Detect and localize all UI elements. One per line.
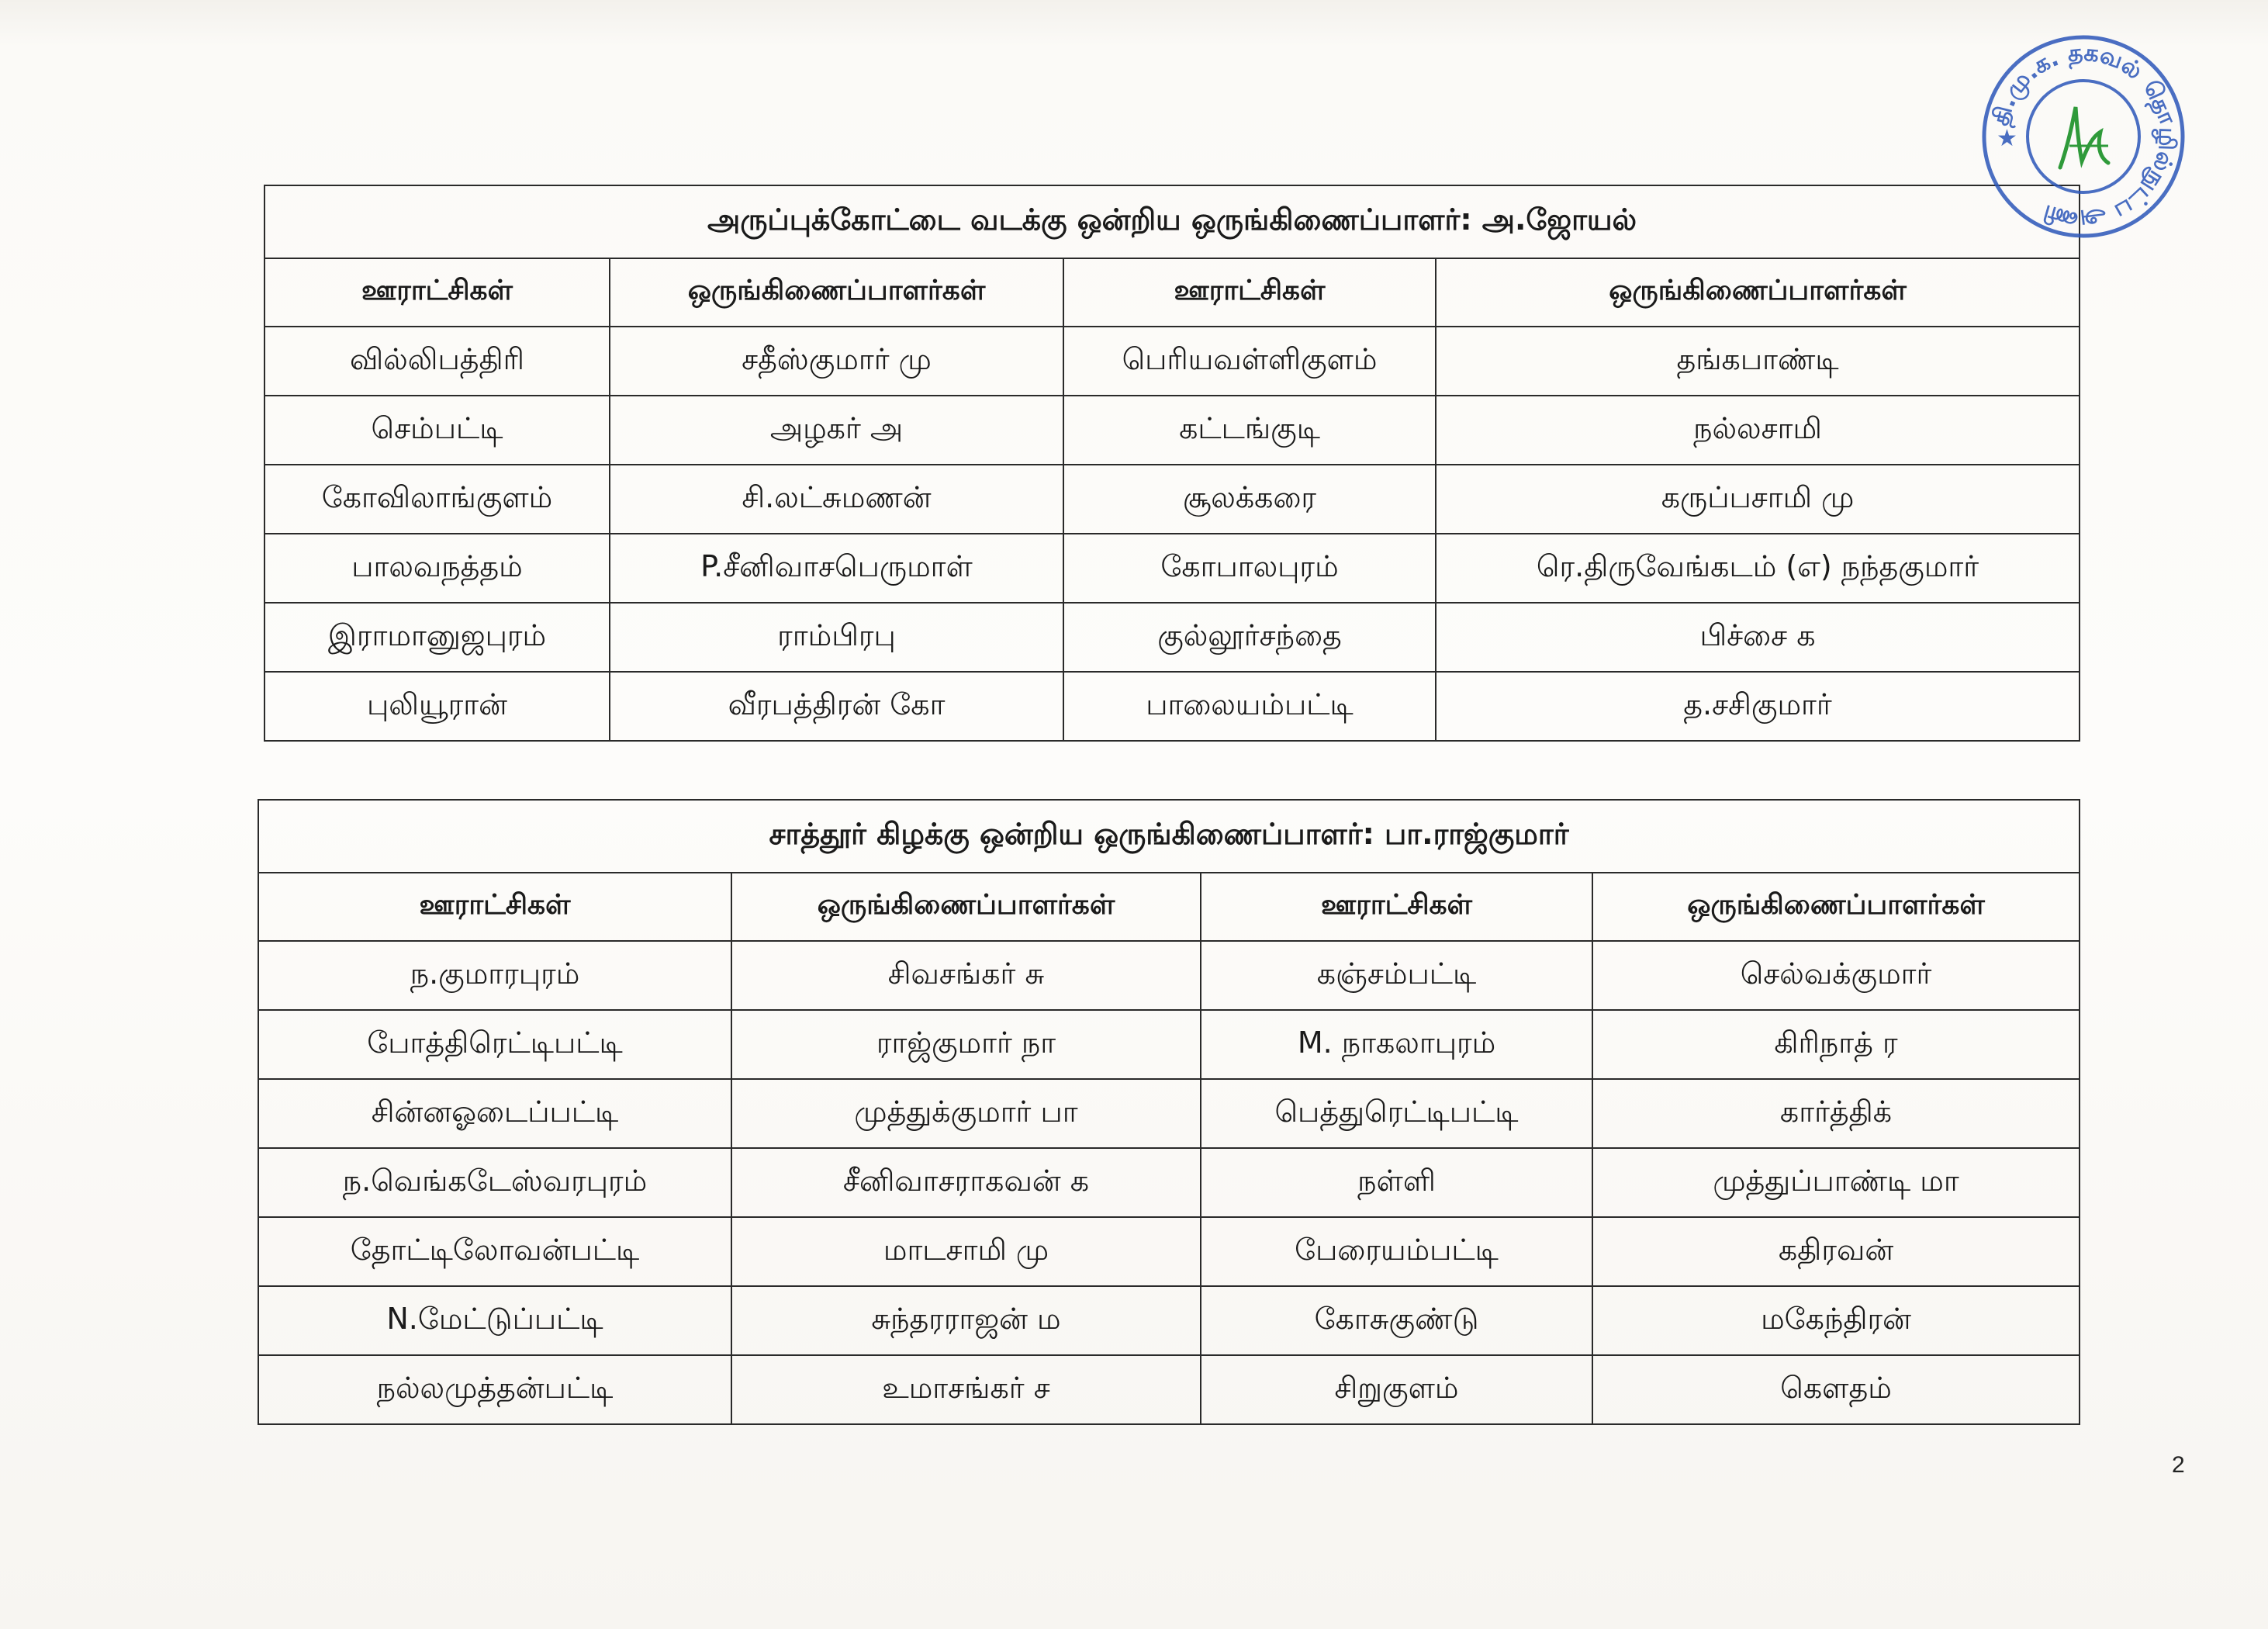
table-row: [258, 941, 2080, 1010]
column-header-panchayats: ஊராட்சிகள்: [258, 873, 731, 941]
column-header-panchayats: ஊராட்சிகள்: [1201, 873, 1592, 941]
panchayat-cell: ந.வெங்கடேஸ்வரபுரம்: [258, 1148, 731, 1217]
coordinator-cell: அழகர் அ: [610, 396, 1063, 465]
coordinator-cell: பிச்சை க: [1436, 603, 2080, 672]
table-row: [264, 534, 2080, 603]
panchayat-cell: இராமானுஜபுரம்: [264, 603, 610, 672]
column-header-panchayats: ஊராட்சிகள்: [1063, 258, 1436, 327]
seal-text: தி.மு.க. தகவல் தொழில்நுட்ப அணி: [1986, 39, 2182, 235]
panchayat-cell: கஞ்சம்பட்டி: [1201, 941, 1592, 1010]
panchayat-cell: பெத்துரெட்டிபட்டி: [1201, 1079, 1592, 1148]
coordinator-cell: செல்வக்குமார்: [1592, 941, 2080, 1010]
table-row: [264, 465, 2080, 534]
table-row: [264, 396, 2080, 465]
union-table-sattur-east: [258, 799, 2080, 1425]
coordinator-cell: தங்கபாண்டி: [1436, 327, 2080, 396]
coordinator-cell: P.சீனிவாசபெருமாள்: [610, 534, 1063, 603]
coordinator-cell: த.சசிகுமார்: [1436, 672, 2080, 741]
coordinator-cell: ரெ.திருவேங்கடம் (எ) நந்தகுமார்: [1436, 534, 2080, 603]
coordinator-cell: மகேந்திரன்: [1592, 1286, 2080, 1355]
table-row: [258, 1355, 2080, 1424]
svg-text:★: ★: [1997, 125, 2017, 152]
panchayat-cell: பேரையம்பட்டி: [1201, 1217, 1592, 1286]
panchayat-cell: சிறுகுளம்: [1201, 1355, 1592, 1424]
panchayat-cell: M. நாகலாபுரம்: [1201, 1010, 1592, 1079]
panchayat-cell: நள்ளி: [1201, 1148, 1592, 1217]
coordinator-cell: சிவசங்கர் சு: [731, 941, 1201, 1010]
coordinator-cell: உமாசங்கர் ச: [731, 1355, 1201, 1424]
table-row: [258, 1148, 2080, 1217]
table-row: [258, 1217, 2080, 1286]
union-table-aruppukottai-north: [264, 185, 2080, 742]
coordinator-cell: கிரிநாத் ர: [1592, 1010, 2080, 1079]
coordinator-cell: ராஜ்குமார் நா: [731, 1010, 1201, 1079]
coordinator-cell: சி.லட்சுமணன்: [610, 465, 1063, 534]
table-row: [264, 327, 2080, 396]
panchayat-cell: ந.குமாரபுரம்: [258, 941, 731, 1010]
page-number: 2: [2172, 1452, 2185, 1478]
panchayat-cell: N.மேட்டுப்பட்டி: [258, 1286, 731, 1355]
coordinator-cell: கார்த்திக்: [1592, 1079, 2080, 1148]
coordinator-cell: நல்லசாமி: [1436, 396, 2080, 465]
panchayat-cell: சூலக்கரை: [1063, 465, 1436, 534]
coordinator-cell: சுந்தரராஜன் ம: [731, 1286, 1201, 1355]
panchayat-cell: கோபாலபுரம்: [1063, 534, 1436, 603]
coordinator-cell: ராம்பிரபு: [610, 603, 1063, 672]
panchayat-cell: பாலவநத்தம்: [264, 534, 610, 603]
coordinator-cell: கருப்பசாமி மு: [1436, 465, 2080, 534]
coordinator-cell: சீனிவாசராகவன் க: [731, 1148, 1201, 1217]
coordinator-cell: சதீஸ்குமார் மு: [610, 327, 1063, 396]
column-header-coordinators: ஒருங்கிணைப்பாளர்கள்: [1436, 258, 2080, 327]
panchayat-cell: போத்திரெட்டிபட்டி: [258, 1010, 731, 1079]
panchayat-cell: பெரியவள்ளிகுளம்: [1063, 327, 1436, 396]
table-title: சாத்தூர் கிழக்கு ஒன்றிய ஒருங்கிணைப்பாளர்: பா.ராஜ்குமார்: [258, 800, 2080, 873]
panchayat-cell: கோசுகுண்டு: [1201, 1286, 1592, 1355]
panchayat-cell: நல்லமுத்தன்பட்டி: [258, 1355, 731, 1424]
panchayat-cell: சின்னஓடைப்பட்டி: [258, 1079, 731, 1148]
coordinator-cell: வீரபத்திரன் கோ: [610, 672, 1063, 741]
table-row: [264, 603, 2080, 672]
panchayat-cell: தோட்டிலோவன்பட்டி: [258, 1217, 731, 1286]
table-row: [264, 672, 2080, 741]
coordinator-cell: மாடசாமி மு: [731, 1217, 1201, 1286]
table-row: [258, 1286, 2080, 1355]
panchayat-cell: பாலையம்பட்டி: [1063, 672, 1436, 741]
column-header-coordinators: ஒருங்கிணைப்பாளர்கள்: [731, 873, 1201, 941]
column-header-coordinators: ஒருங்கிணைப்பாளர்கள்: [610, 258, 1063, 327]
table-row: [258, 1010, 2080, 1079]
coordinator-cell: முத்துக்குமார் பா: [731, 1079, 1201, 1148]
seal-icon: [1976, 29, 2190, 244]
coordinator-cell: முத்துப்பாண்டி மா: [1592, 1148, 2080, 1217]
panchayat-cell: கட்டங்குடி: [1063, 396, 1436, 465]
column-header-panchayats: ஊராட்சிகள்: [264, 258, 610, 327]
table-row: [258, 1079, 2080, 1148]
coordinator-cell: கௌதம்: [1592, 1355, 2080, 1424]
panchayat-cell: வில்லிபத்திரி: [264, 327, 610, 396]
panchayat-cell: குல்லூர்சந்தை: [1063, 603, 1436, 672]
table-title: அருப்புக்கோட்டை வடக்கு ஒன்றிய ஒருங்கிணைப்பாளர்: அ.ஜோயல்: [264, 185, 2080, 258]
column-header-coordinators: ஒருங்கிணைப்பாளர்கள்: [1592, 873, 2080, 941]
party-seal-stamp: [1976, 29, 2190, 244]
panchayat-cell: கோவிலாங்குளம்: [264, 465, 610, 534]
panchayat-cell: புலியூரான்: [264, 672, 610, 741]
coordinator-cell: கதிரவன்: [1592, 1217, 2080, 1286]
panchayat-cell: செம்பட்டி: [264, 396, 610, 465]
